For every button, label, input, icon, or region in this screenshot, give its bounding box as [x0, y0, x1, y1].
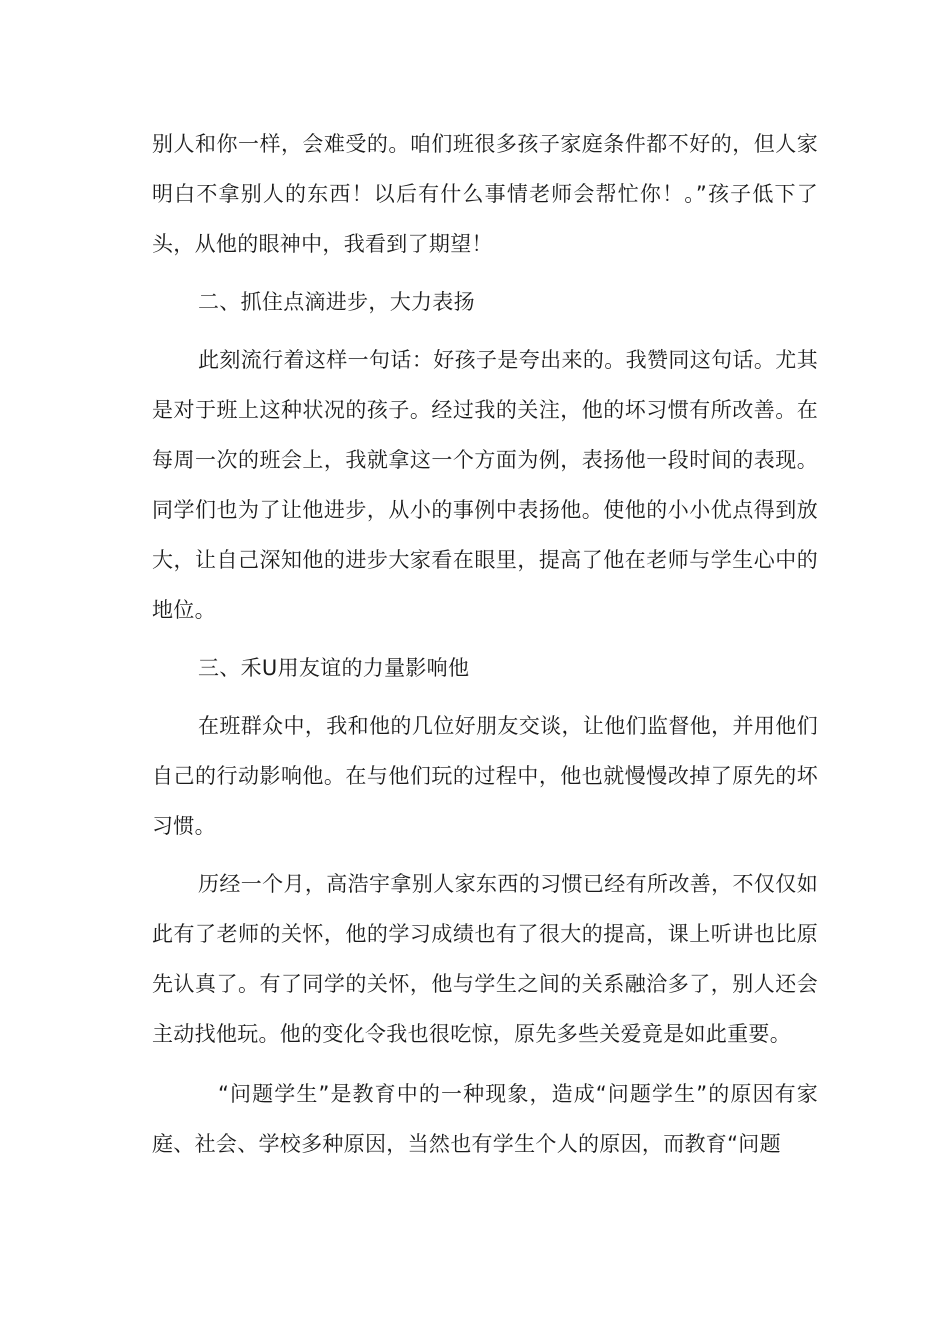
body-paragraph: 历经一个月，高浩宇拿别人家东西的习惯已经有所改善，不仅仅如此有了老师的关怀，他的学习成绩也有了很大的提高，课上听讲也比原先认真了。有了同学的关怀，他与学生之间的关系融洽多了，别人还会主动找他玩。他的变化令我也很吃惊，原先多些关爱竟是如此重要。 [152, 872, 818, 1046]
section-heading: 二、抓住点滴进步，大力表扬 [198, 290, 475, 314]
document-page [152, 119, 818, 1169]
body-paragraph: 在班群众中，我和他的几位好朋友交谈，让他们监督他，并用他们自己的行动影响他。在与他们玩的过程中，他也就慢慢改掉了原先的坏习惯。 [152, 714, 818, 838]
section-heading: 三、禾U用友谊的力量影响他 [198, 656, 470, 680]
body-paragraph: 此刻流行着这样一句话：好孩子是夸出来的。我赞同这句话。尤其是对于班上这种状况的孩子。经过我的关注，他的坏习惯有所改善。在每周一次的班会上，我就拿这一个方面为例，表扬他一段时间的表现。同学们也为了让他进步，从小的事例中表扬他。使他的小小优点得到放大，让自己深知他的进步大家看在眼里，提高了他在老师与学生心中的地位。 [152, 348, 818, 622]
body-paragraph: “问题学生”是教育中的一种现象，造成“问题学生”的原因有家庭、社会、学校多种原因，当然也有学生个人的原因，而教育“问题 [152, 1082, 818, 1156]
body-paragraph: 别人和你一样，会难受的。咱们班很多孩子家庭条件都不好的，但人家明白不拿别人的东西！以后有什么事情老师会帮忙你！。”孩子低下了头，从他的眼神中，我看到了期望！ [152, 132, 818, 256]
